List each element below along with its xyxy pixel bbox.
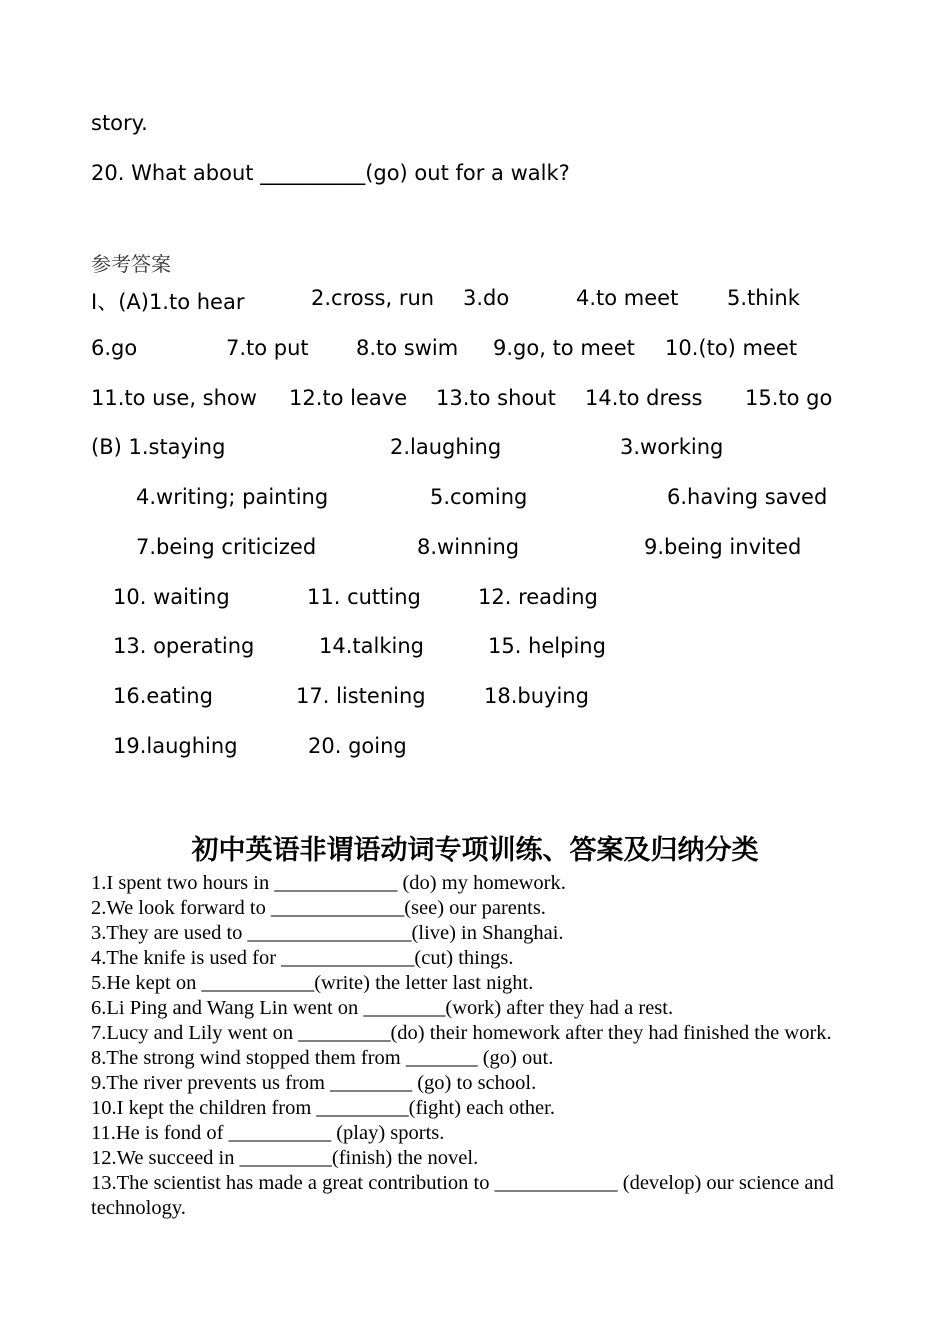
exercise-item: 10.I kept the children from _________(fight) each other. <box>91 1097 555 1119</box>
answer-item: 4.writing; painting <box>136 485 329 509</box>
answer-item: 12. reading <box>478 585 598 609</box>
answer-item: 7.to put <box>226 336 309 360</box>
exercise-item: 11.He is fond of __________ (play) sports. <box>91 1122 445 1144</box>
answer-item: 16.eating <box>113 684 213 708</box>
answer-item: 11.to use, show <box>91 386 257 410</box>
answer-item: 14.to dress <box>585 386 703 410</box>
exercise-item: 1.I spent two hours in ____________ (do) my homework. <box>91 872 566 894</box>
answer-item: 11. cutting <box>307 585 421 609</box>
answer-item: (B) 1.staying <box>91 435 226 459</box>
answer-item: 9.being invited <box>644 535 802 559</box>
answer-item: 13. operating <box>113 634 255 658</box>
answer-item: 2.laughing <box>390 435 502 459</box>
exercise-item: 7.Lucy and Lily went on _________(do) their homework after they had finished the work. <box>91 1022 832 1044</box>
answer-item: 5.coming <box>430 485 528 509</box>
answer-item: 17. listening <box>296 684 426 708</box>
answer-item: 3.working <box>620 435 724 459</box>
exercise-item: 6.Li Ping and Wang Lin went on ________(work) after they had a rest. <box>91 997 674 1019</box>
answer-item: I、(A)1.to hear <box>91 290 245 314</box>
answer-item: 3.do <box>463 286 510 310</box>
exercise-item: 2.We look forward to _____________(see) our parents. <box>91 897 546 919</box>
exercise-item: 5.He kept on ___________(write) the letter last night. <box>91 972 534 994</box>
answer-item: 6.having saved <box>667 485 828 509</box>
answer-item: 12.to leave <box>289 386 408 410</box>
answer-item: 19.laughing <box>113 734 238 758</box>
answer-item: 14.talking <box>319 634 424 658</box>
exercise-item: 8.The strong wind stopped them from _______ (go) out. <box>91 1047 554 1069</box>
answer-item: 9.go, to meet <box>493 336 635 360</box>
answer-item: 7.being criticized <box>136 535 317 559</box>
answer-item: 6.go <box>91 336 138 360</box>
exercise-list <box>91 871 851 1221</box>
answer-item: 8.to swim <box>356 336 459 360</box>
exercise-item: 13.The scientist has made a great contribution to ____________ (develop) our science and technology. <box>91 1172 834 1219</box>
answer-item: 2.cross, run <box>311 286 435 310</box>
exercise-item: 9.The river prevents us from ________ (go) to school. <box>91 1072 537 1094</box>
section-heading: 初中英语非谓语动词专项训练、答案及归纳分类 <box>191 835 759 866</box>
question-20: 20. What about __________(go) out for a walk? <box>91 161 570 185</box>
answer-item: 10. waiting <box>113 585 230 609</box>
answer-item: 20. going <box>308 734 407 758</box>
answer-item: 15. helping <box>488 634 606 658</box>
reference-answers-title: 参考答案 <box>91 252 171 276</box>
answer-item: 8.winning <box>417 535 520 559</box>
exercise-item: 4.The knife is used for _____________(cut) things. <box>91 947 514 969</box>
exercise-item: 3.They are used to ________________(live) in Shanghai. <box>91 922 564 944</box>
answer-item: 13.to shout <box>436 386 556 410</box>
exercise-item: 12.We succeed in _________(finish) the novel. <box>91 1147 479 1169</box>
answer-item: 4.to meet <box>576 286 679 310</box>
answer-item: 15.to go <box>745 386 833 410</box>
answer-item: 5.think <box>727 286 800 310</box>
answer-item: 18.buying <box>484 684 589 708</box>
previous-question-tail: story. <box>91 111 148 135</box>
answer-item: 10.(to) meet <box>665 336 798 360</box>
